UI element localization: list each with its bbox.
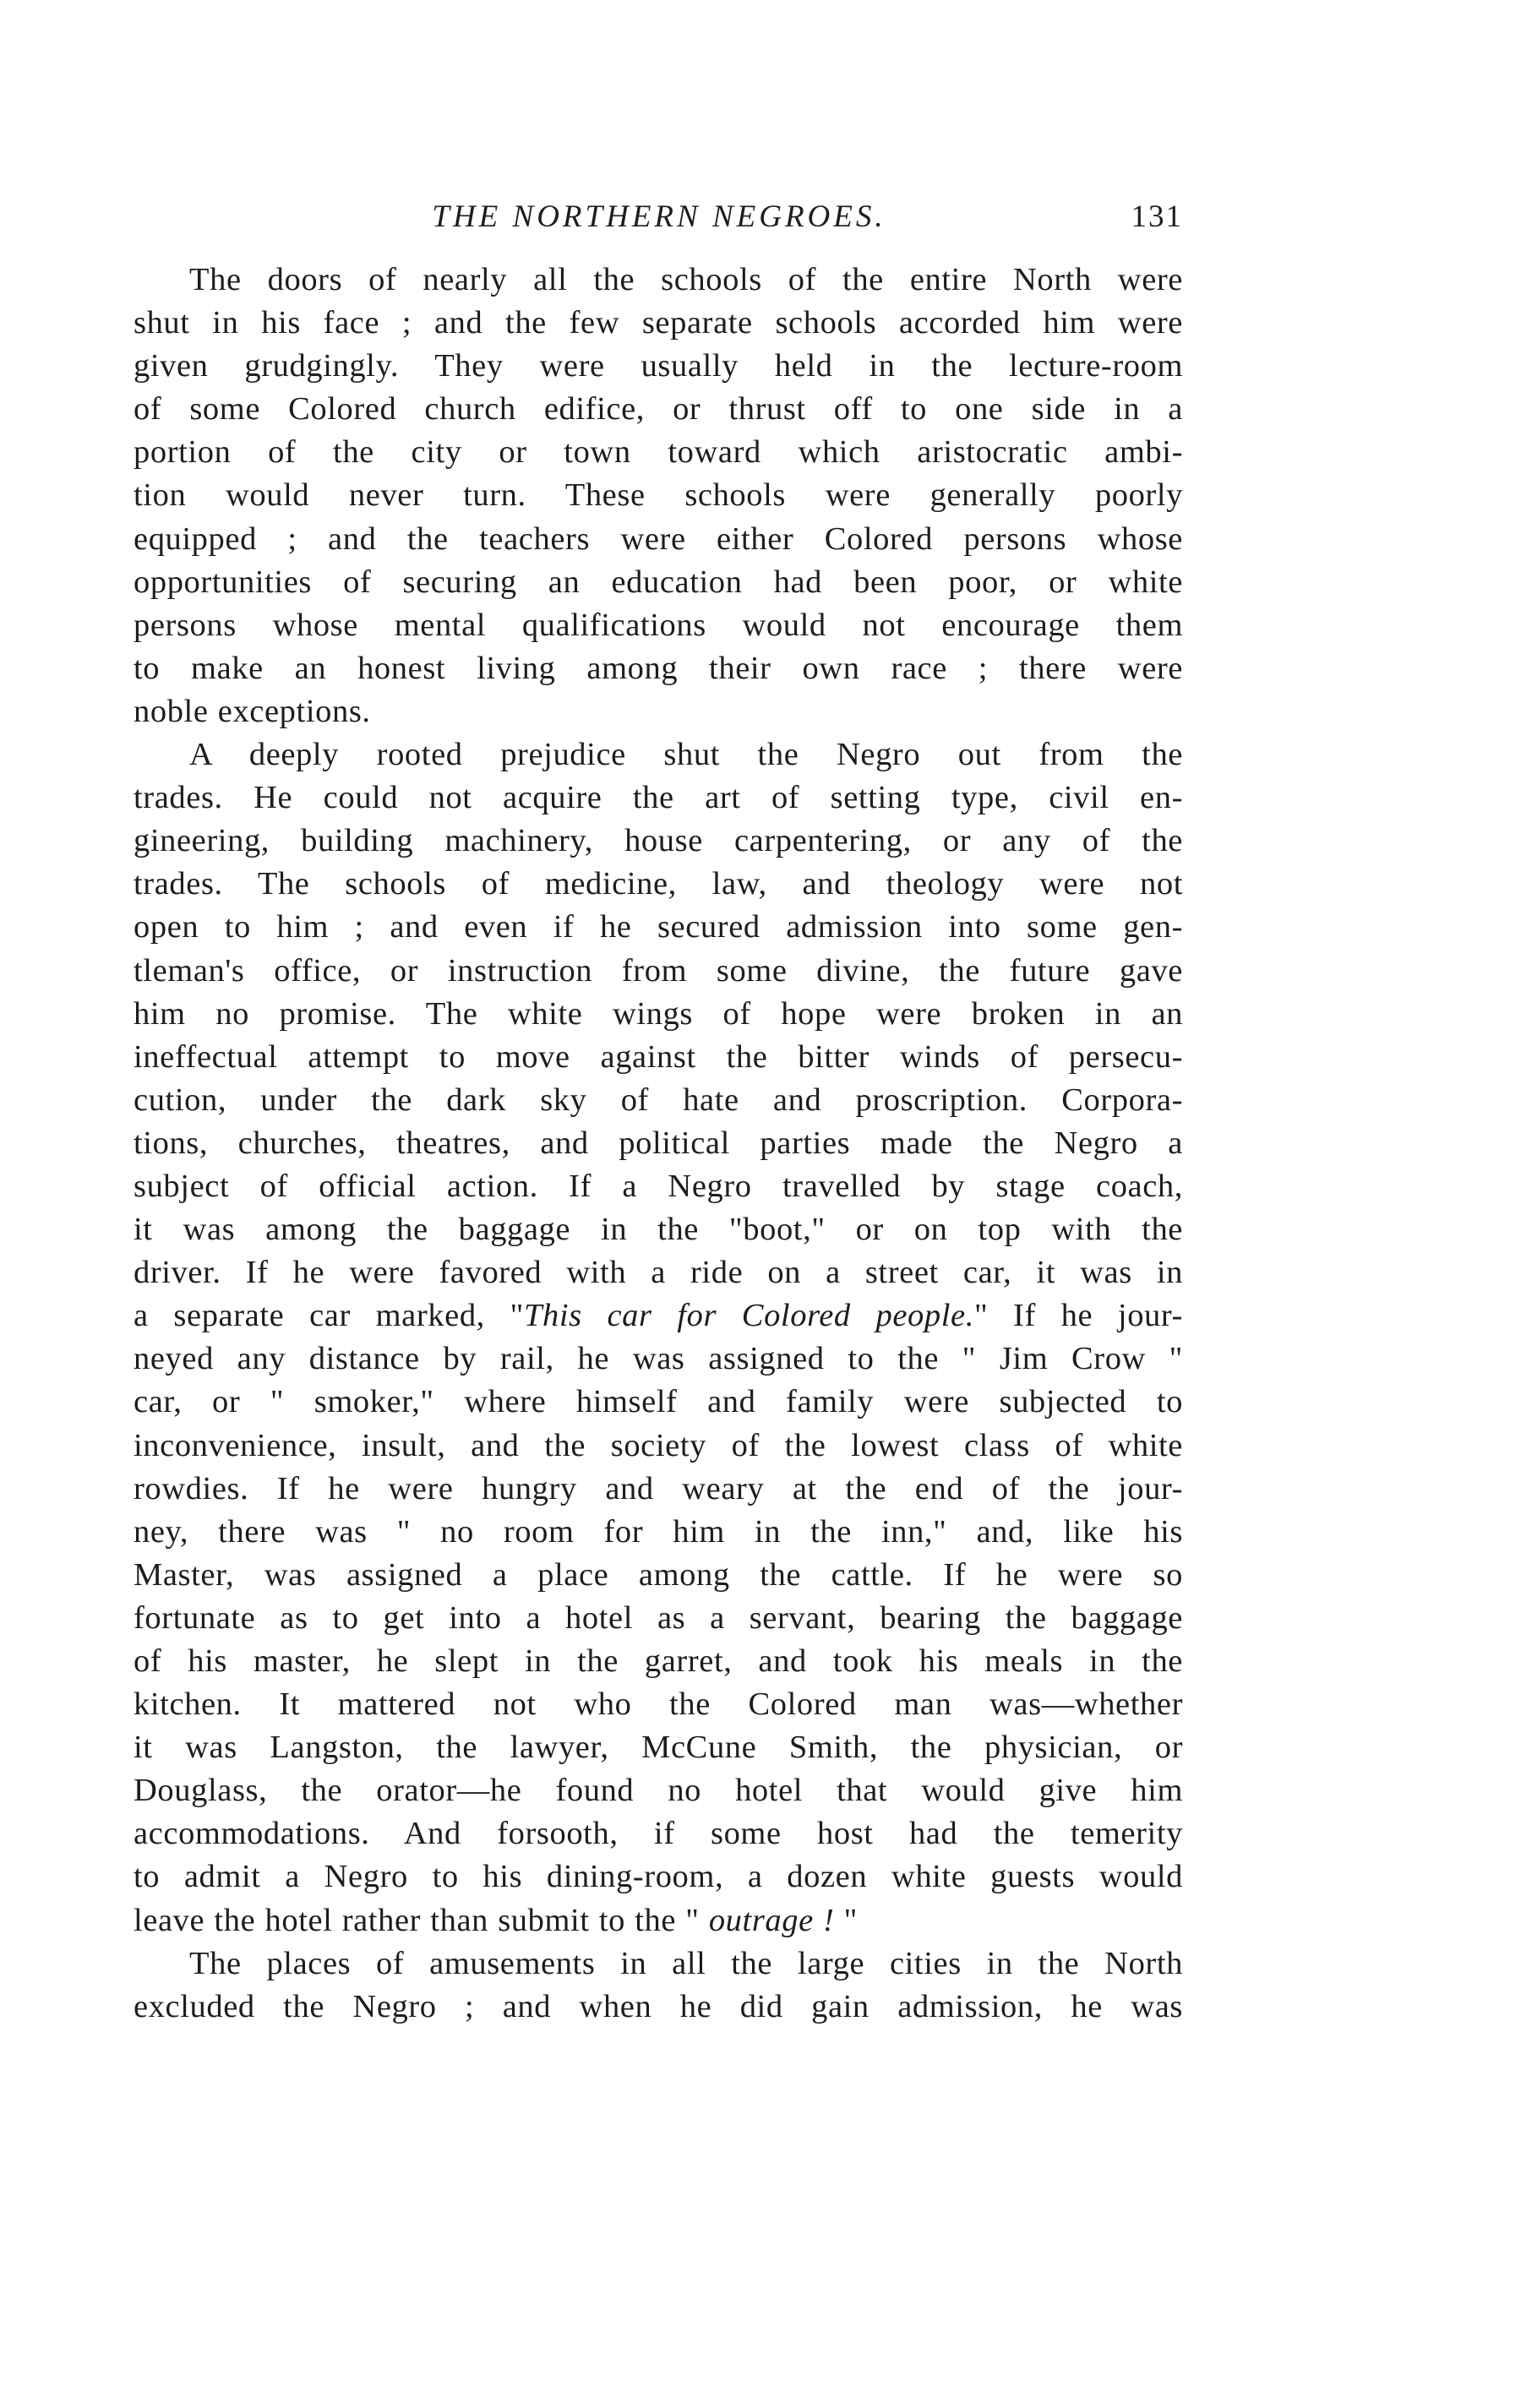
text-line: of some Colored church edifice, or thrust off to one side in a <box>134 391 1183 428</box>
page-number: 131 <box>1131 199 1183 234</box>
text-line: equipped ; and the teachers were either Colored persons whose <box>134 520 1183 557</box>
text-line: Master, was assigned a place among the cattle. If he were so <box>134 1556 1183 1593</box>
text-line: open to him ; and even if he secured admission into some gen- <box>134 909 1183 945</box>
paragraph-3 <box>134 1942 1183 2029</box>
text-line: excluded the Negro ; and when he did gain admission, he was <box>134 1988 1183 2024</box>
text-line: to make an honest living among their own race ; there were <box>134 650 1183 686</box>
paragraph-2 <box>134 733 1183 1942</box>
text-line: cution, under the dark sky of hate and proscription. Corpora- <box>134 1081 1183 1118</box>
text-line: tions, churches, theatres, and political parties made the Negro a <box>134 1125 1183 1161</box>
text-line: opportunities of securing an education had been poor, or white <box>134 564 1183 600</box>
text-line: car, or " smoker," where himself and family were subjected to <box>134 1384 1183 1420</box>
body-text <box>134 259 1183 2029</box>
text-line: of his master, he slept in the garret, and took his meals in the <box>134 1643 1183 1679</box>
text-line: Douglass, the orator—he found no hotel that would give him <box>134 1773 1183 1809</box>
running-title: THE NORTHERN NEGROES. <box>432 199 886 234</box>
text-line: trades. He could not acquire the art of setting type, civil en- <box>134 780 1183 816</box>
text-line: kitchen. It mattered not who the Colored man was—whether <box>134 1686 1183 1723</box>
text-line: noble exceptions. <box>134 693 371 729</box>
text-line: rowdies. If he were hungry and weary at the end of the jour- <box>134 1470 1183 1506</box>
text-line: to admit a Negro to his dining-room, a dozen white guests would <box>134 1859 1183 1895</box>
text-line: A deeply rooted prejudice shut the Negro out from the <box>189 737 1183 773</box>
text-line: accommodations. And forsooth, if some host had the temerity <box>134 1816 1183 1852</box>
text-line: tion would never turn. These schools were generally poorly <box>134 477 1183 514</box>
text-line: fortunate as to get into a hotel as a servant, bearing the baggage <box>134 1599 1183 1636</box>
text-line: tleman's office, or instruction from some divine, the future gave <box>134 952 1183 989</box>
text-line: The places of amusements in all the large cities in the North <box>189 1945 1183 1981</box>
text-line: gineering, building machinery, house carpentering, or any of the <box>134 823 1183 859</box>
text-line: The doors of nearly all the schools of the entire North were <box>189 262 1183 297</box>
text-line: shut in his face ; and the few separate schools accorded him were <box>134 305 1183 341</box>
text-line: subject of official action. If a Negro travelled by stage coach, <box>134 1168 1183 1204</box>
text-line: a separate car marked, "This car for Colored people." If he jour- <box>134 1298 1183 1334</box>
text-line: it was among the baggage in the "boot," or on top with the <box>134 1212 1183 1248</box>
text-line: given grudgingly. They were usually held in the lecture-room <box>134 348 1183 384</box>
text-line: him no promise. The white wings of hope were broken in an <box>134 995 1183 1032</box>
paragraph-1 <box>134 259 1183 733</box>
text-line: it was Langston, the lawyer, McCune Smith, the physician, or <box>134 1730 1183 1766</box>
text-line: ineffectual attempt to move against the bitter winds of persecu- <box>134 1038 1183 1075</box>
text-line: persons whose mental qualifications would not encourage them <box>134 607 1183 643</box>
text-line: ney, there was " no room for him in the inn," and, like his <box>134 1513 1183 1550</box>
text-line: leave the hotel rather than submit to the " outrage ! " <box>134 1902 858 1938</box>
text-line: portion of the city or town toward which aristocratic ambi- <box>134 434 1183 471</box>
text-line: inconvenience, insult, and the society of the lowest class of white <box>134 1427 1183 1463</box>
text-line: neyed any distance by rail, he was assigned to the " Jim Crow " <box>134 1341 1183 1377</box>
page-header <box>135 196 1183 238</box>
text-line: trades. The schools of medicine, law, and theology were not <box>134 866 1183 902</box>
text-line: driver. If he were favored with a ride on a street car, it was in <box>134 1255 1183 1291</box>
